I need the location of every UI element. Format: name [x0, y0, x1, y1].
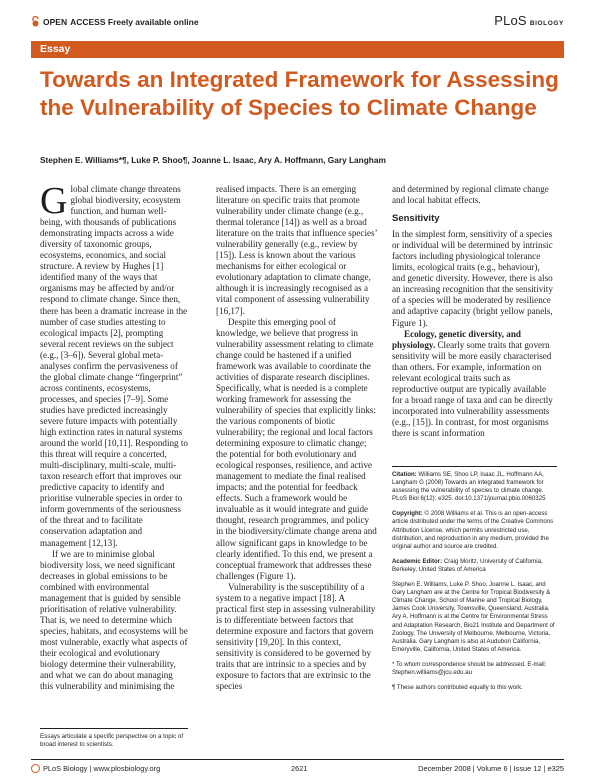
page-number: 2621: [291, 764, 308, 773]
article-metadata: [392, 471, 557, 699]
section-label: Essay: [40, 43, 71, 55]
paragraph: and determined by regional climate change and local habitat effects.: [392, 184, 549, 206]
subheading: Ecology, genetic diversity, and physiology.: [392, 328, 521, 350]
plos-logo-icon: [31, 764, 40, 773]
essay-note: Essays articulate a specific perspective on a topic of broad interest to scientists.: [40, 733, 184, 748]
drop-cap: G: [40, 180, 68, 222]
divider: [392, 466, 557, 467]
paragraph: If we are to minimise global biodiversity loss, we need significant decreases in global emissions to be combined with environmental management that is guided by sensible prioritisation of relative vulnerability. That is, we need to determine which species, habitats, and ecosystems will be most vulnerable, exactly what aspects of their ecological and evolutionary biology determine their vulnerability, and what we can do about managing this vulnerability and minimising the: [40, 548, 188, 692]
copyright-label: Copyright:: [392, 510, 423, 518]
paragraph: Despite this emerging pool of knowledge, we believe that progress in vulnerability assessment relating to climate change could be hastened if a unified framework was available to coordinate the activities of disparate research disciplines. Specifically, what is needed is a complete working framework for assessing the vulnerability of species that explicitly links: the various components of biotic vulnerability; the regional and local factors determining exposure to climatic change; the potential for both evolutionary and ecological responses, resilience, and active management to mediate the final realised impacts; and the potential for feedback effects. Such a framework would be invaluable as it would integrate and guide thought, research programmes, and policy in the biodiversity/climate change arena and allow significant gaps in knowledge to be clearly identified. To this end, we present a conceptual framework that addresses these challenges (Figure 1).: [216, 316, 377, 581]
footer-journal: [31, 764, 160, 773]
equal-contribution: ¶ These authors contributed equally to this work.: [392, 684, 523, 692]
affiliations: Stephen E. Williams, Luke P. Shoo, Joanne L. Isaac, and Gary Langham are at the Centre for Tropical Biodiversity & Climate Change, School of Marine and Tropical Biology, James Cook University, Townsville, Queensland, Australia. Ary A. Hoffmann is at the Centre for Environmental Stress and Adaptation Research, Bio21 Institute and Department of Zoology, The University of Melbourne, Melbourne, Victoria, Australia. Gary Langham is also at Audubon California, Emeryville, California, United States of America.: [392, 581, 555, 653]
issue-info: December 2008 | Volume 6 | Issue 12 | e325: [418, 764, 564, 773]
author-list: Stephen E. Williams*¶, Luke P. Shoo¶, Joanne L. Isaac, Ary A. Hoffmann, Gary Langham: [40, 155, 386, 165]
citation-text: Williams SE, Shoo LP, Isaac JL, Hoffmann AA, Langham G (2008) Towards an integrated framework for assessing the vulnerability of species to climate change. PLoS Biol 6(12): e325. doi:10.1371/journal.pbio.0060325: [392, 471, 546, 503]
paragraph-text: lobal climate change threatens global biodiversity, ecosystem function, and human well-being, with thousands of publications demonstrating impacts across a wide diversity of taxonomic groups, ecosystems, economics, and social structure. A review by Hughes [1] identified many of the ways that organisms may be affected by and/or respond to climate change. Since then, there has been a dramatic increase in the number of case studies attesting to ecological impacts [2], prompting several recent reviews on the subject (e.g., [3–6]). Several global meta-analyses confirm the pervasiveness of the global climate change “fingerprint” across continents, ecosystems, processes, and species [7–9]. Some studies have predicted increasingly severe future impacts with potentially high extinction rates in natural systems around the world [10,11]. Responding to this threat will require a concerted, multi-disciplinary, multi-scale, multi-taxon research effort that improves our predictive capacity to identify and prioritise vulnerable species in order to inform governments of the seriousness of the threat and to facilitate conservation adaptation and management [12,13].: [40, 184, 188, 548]
body-column-3: [392, 184, 554, 439]
paragraph: realised impacts. There is an emerging literature on specific traits that promote vulnerability under climate change (e.g., thermal tolerance [14]) as well as a broad literature on the traits that influence species’ vulnerability generally (e.g., review by [15]). Less is known about the various mechanisms for either ecological or evolutionary adaptation to climate change, although it is increasingly recognised as a vital component of assessing vulnerability [16,17].: [216, 184, 377, 316]
paragraph-text: Clearly some traits that govern sensitivity will be more easily characterised than others. For example, information on relevant ecological traits such as reproductive output are typically available for a broad range of taxa and can be directly incorporated into vulnerability assessments (e.g., [15]). In contrast, for most organisms there is scant information: [392, 339, 553, 438]
copyright: [392, 510, 557, 550]
access-label: ACCESS Freely available online: [70, 16, 199, 27]
editor-text: Craig Moritz, University of California, Berkeley, United States of America: [392, 557, 543, 573]
journal-logo: [494, 13, 564, 28]
logo-biology: BIOLOGY: [529, 20, 564, 27]
paragraph: [392, 329, 554, 439]
journal-header: [31, 13, 564, 33]
section-heading: Sensitivity: [392, 213, 440, 225]
academic-editor: [392, 558, 557, 574]
divider: [31, 759, 564, 760]
body-column-1: [40, 180, 188, 692]
section-bar: [31, 41, 564, 58]
open-access-badge: [31, 16, 199, 27]
citation: [392, 471, 557, 503]
paragraph: In the simplest form, sensitivity of a species or individual will be determined by intrinsic factors including physiological tolerance limits, ecological traits (e.g., behaviour), and genetic diversity. However, there is also an increasing recognition that the sensitivity of a species will be moderated by resilience and adaptive capacity (bright yellow panels, Figure 1).: [392, 229, 553, 328]
editor-label: Academic Editor:: [392, 557, 443, 565]
footer-journal-text: PLoS Biology | www.plosbiology.org: [43, 764, 161, 773]
divider: [40, 728, 188, 729]
open-label: OPEN: [43, 16, 68, 27]
paragraph: [40, 180, 188, 549]
open-lock-icon: [31, 16, 40, 27]
citation-label: Citation:: [392, 471, 417, 478]
copyright-text: © 2008 Williams et al. This is an open-access article distributed under the terms of the Creative Commons Attribution License, which permits unrestricted use, distribution, and reproduction in any medium, provided the original author and source are credited.: [392, 510, 554, 550]
body-column-2: [216, 184, 377, 692]
article-title: Towards an Integrated Framework for Assessing the Vulnerability of Species to Climate Change: [40, 67, 559, 120]
logo-plos: PLoS: [494, 13, 527, 28]
correspondence: * To whom correspondence should be addressed. E-mail: Stephen.williams@jcu.edu.au: [392, 660, 547, 676]
paragraph: Vulnerability is the susceptibility of a system to a negative impact [18]. A practical first step in assessing vulnerability is to differentiate between factors that determine exposure and factors that govern sensitivity [19,20]. In this context, sensitivity is considered to be governed by traits that are intrinsic to a species and by exposure to factors that are extrinsic to the species: [216, 581, 376, 692]
